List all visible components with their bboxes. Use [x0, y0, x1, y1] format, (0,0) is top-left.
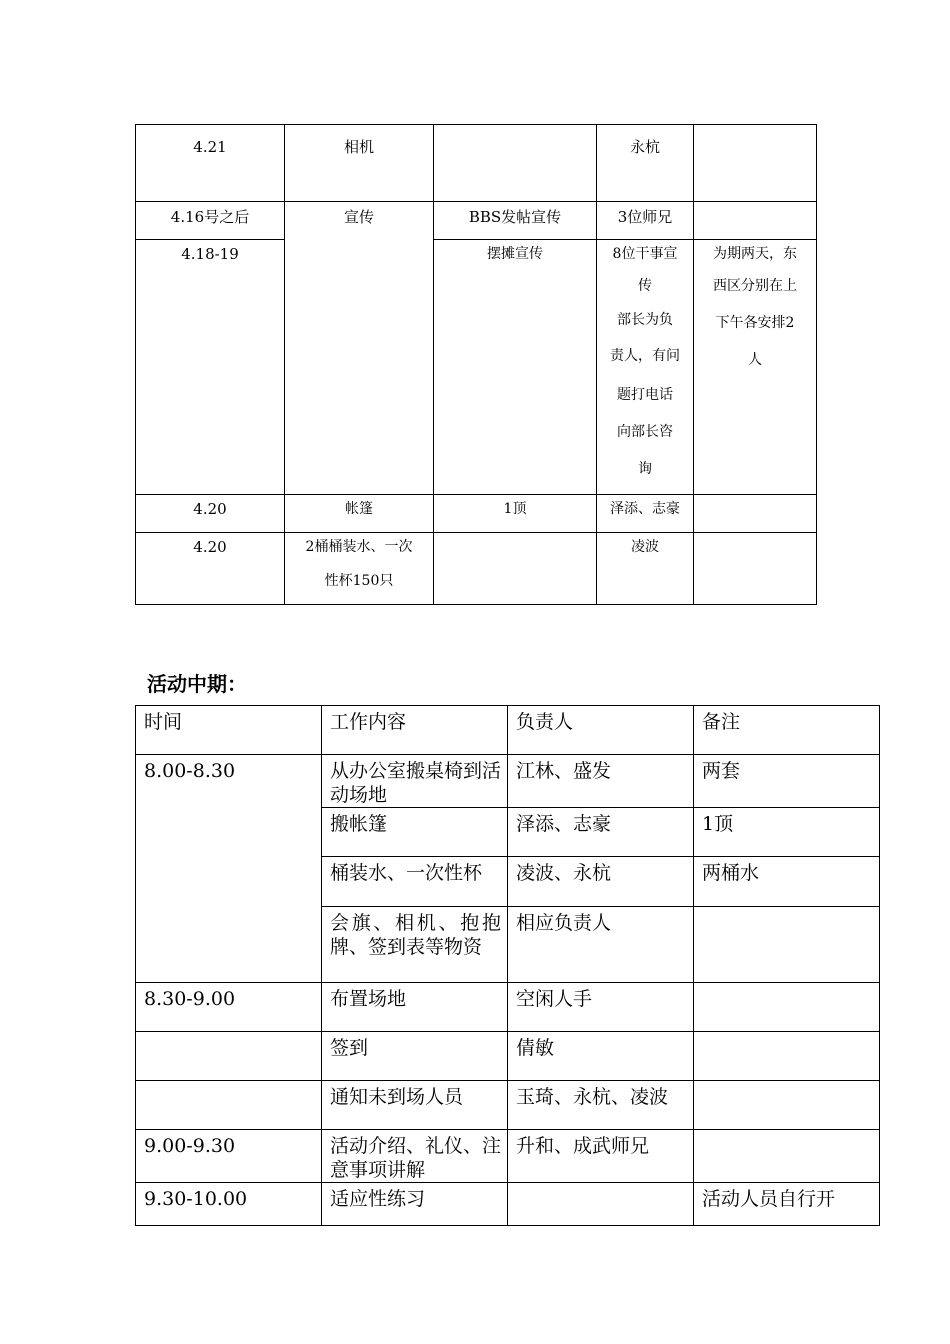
cell: 宣传: [285, 202, 434, 495]
column-header: 备注: [694, 706, 880, 755]
cell: 从办公室搬桌椅到活动场地: [322, 755, 508, 808]
cell: 搬帐篷: [322, 808, 508, 857]
table-row: [136, 202, 817, 240]
cell-multiline: [597, 240, 694, 495]
cell: 8.30-9.00: [136, 983, 322, 1032]
cell: 活动介绍、礼仪、注意事项讲解: [322, 1130, 508, 1183]
table-row: [136, 983, 880, 1032]
cell: 4.20: [136, 533, 285, 605]
cell: 凌波: [597, 533, 694, 605]
cell: 9.30-10.00: [136, 1183, 322, 1226]
cell: 泽添、志豪: [508, 808, 694, 857]
cell: 适应性练习: [322, 1183, 508, 1226]
column-header: 负责人: [508, 706, 694, 755]
cell: 4.20: [136, 495, 285, 533]
cell: 1顶: [694, 808, 880, 857]
cell-line: 2桶桶装水、一次: [305, 539, 413, 555]
schedule-table-pre: [135, 124, 817, 605]
table-row: [136, 1130, 880, 1183]
cell-line: 部长为负: [617, 312, 673, 328]
column-header: 时间: [136, 706, 322, 755]
cell: 桶装水、一次性杯: [322, 857, 508, 907]
cell: 江林、盛发: [508, 755, 694, 808]
table-header-row: [136, 706, 880, 755]
cell: [434, 533, 597, 605]
cell: [694, 125, 817, 202]
cell: [508, 1183, 694, 1226]
cell: 3位师兄: [597, 202, 694, 240]
cell: [136, 1032, 322, 1081]
cell: 签到: [322, 1032, 508, 1081]
cell-line: 题打电话: [617, 387, 673, 403]
cell: 相机: [285, 125, 434, 202]
cell-line: 向部长咨: [617, 424, 673, 440]
cell: [434, 125, 597, 202]
cell: 凌波、永杭: [508, 857, 694, 907]
cell-line: 下午各安排2: [715, 315, 795, 331]
cell: 8.00-8.30: [136, 755, 322, 983]
cell: 两套: [694, 755, 880, 808]
cell: [694, 983, 880, 1032]
schedule-table-mid: [135, 705, 880, 1226]
cell: [694, 1130, 880, 1183]
cell: 帐篷: [285, 495, 434, 533]
cell: 玉琦、永杭、凌波: [508, 1081, 694, 1130]
cell: 两桶水: [694, 857, 880, 907]
cell: 4.16号之后: [136, 202, 285, 240]
cell: 升和、成武师兄: [508, 1130, 694, 1183]
cell: 倩敏: [508, 1032, 694, 1081]
cell: [694, 907, 880, 983]
cell-line: 询: [638, 461, 652, 477]
cell: 4.18-19: [136, 240, 285, 495]
table-row: [136, 755, 880, 808]
cell: [694, 1081, 880, 1130]
cell: [694, 1032, 880, 1081]
cell: 布置场地: [322, 983, 508, 1032]
cell: [694, 202, 817, 240]
cell: 永杭: [597, 125, 694, 202]
cell: 活动人员自行开: [694, 1183, 880, 1226]
cell: 4.21: [136, 125, 285, 202]
cell: BBS发帖宣传: [434, 202, 597, 240]
cell-line: 为期两天，东: [713, 246, 797, 262]
cell-multiline: [694, 240, 817, 495]
column-header: 工作内容: [322, 706, 508, 755]
cell-line: 西区分别在上: [713, 278, 797, 294]
cell: 空闲人手: [508, 983, 694, 1032]
cell-line: 性杯150只: [324, 573, 394, 589]
cell-line: 传: [638, 278, 652, 294]
cell: 会旗、相机、抱抱牌、签到表等物资: [322, 907, 508, 983]
table-row: [136, 125, 817, 202]
table-row: [136, 533, 817, 605]
table-row: [136, 1032, 880, 1081]
section-heading: 活动中期：: [147, 672, 247, 696]
cell: 摆摊宣传: [434, 240, 597, 495]
table-row: [136, 1081, 880, 1130]
cell: 泽添、志豪: [597, 495, 694, 533]
cell-line: 人: [748, 352, 762, 368]
cell-line: 8位干事宣: [612, 246, 678, 262]
cell: [694, 495, 817, 533]
cell: 相应负责人: [508, 907, 694, 983]
cell-line: 责人，有问: [610, 348, 680, 364]
cell: [136, 1081, 322, 1130]
cell: [694, 533, 817, 605]
cell-multiline: [285, 533, 434, 605]
cell: 1顶: [434, 495, 597, 533]
cell: 通知未到场人员: [322, 1081, 508, 1130]
table-row: [136, 495, 817, 533]
table-row: [136, 240, 817, 495]
table-row: [136, 1183, 880, 1226]
cell: 9.00-9.30: [136, 1130, 322, 1183]
